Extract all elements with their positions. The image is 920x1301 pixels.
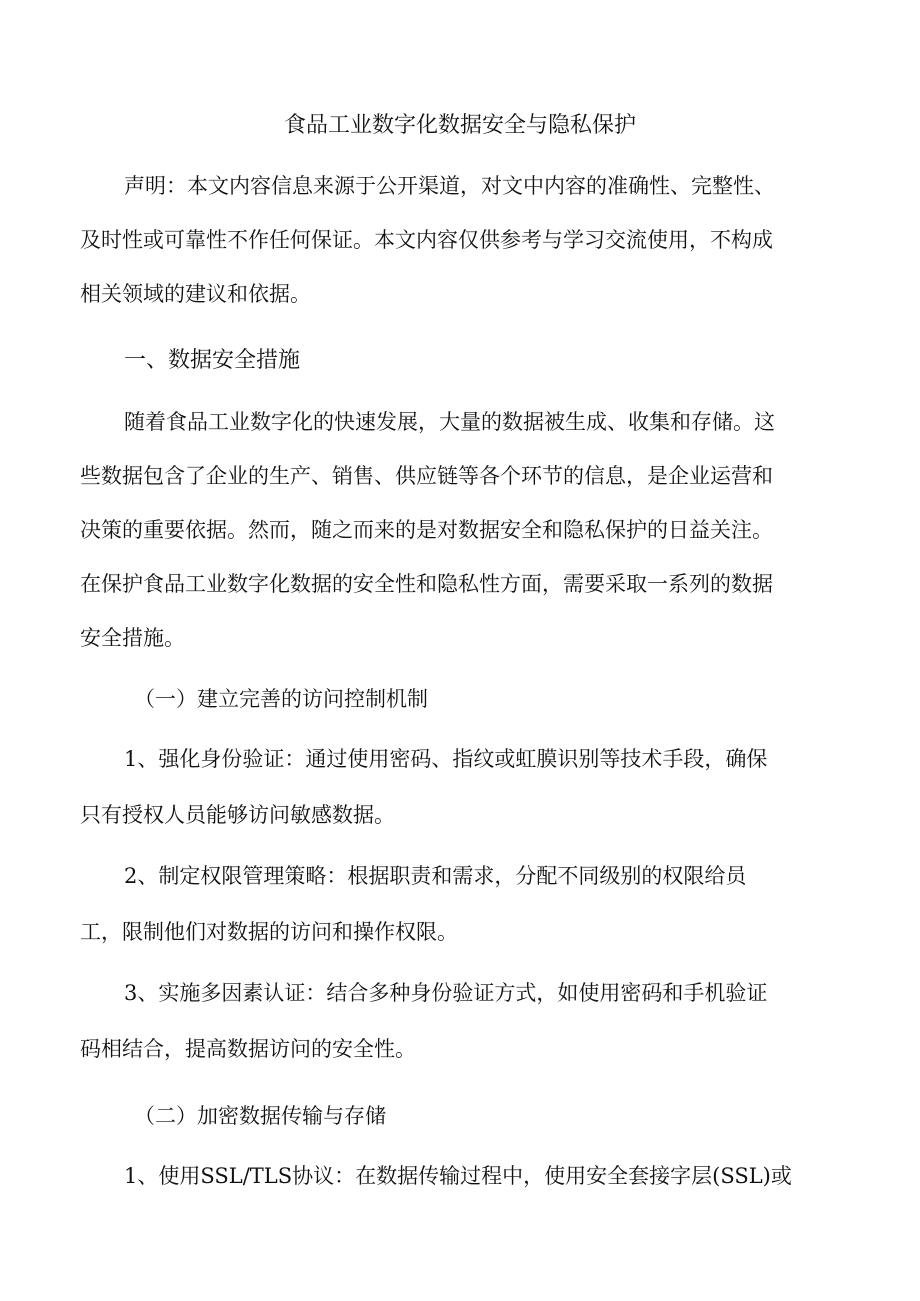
subsection-heading: （二）加密数据传输与存储 (134, 1104, 386, 1128)
list-item-line: 3、实施多因素认证：结合多种身份验证方式，如使用密码和手机验证 (124, 981, 768, 1005)
paragraph-line: 决策的重要依据。然而，随之而来的是对数据安全和隐私保护的日益关注。 (80, 518, 773, 542)
paragraph-line: 安全措施。 (80, 626, 185, 650)
list-item-line: 1、使用SSL/TLS协议：在数据传输过程中，使用安全套接字层(SSL)或 (124, 1164, 792, 1188)
paragraph-line: 随着食品工业数字化的快速发展，大量的数据被生成、收集和存储。这 (124, 410, 775, 434)
list-item-line: 1、强化身份验证：通过使用密码、指纹或虹膜识别等技术手段，确保 (124, 747, 768, 771)
paragraph-line: 在保护食品工业数字化数据的安全性和隐私性方面，需要采取一系列的数据 (80, 572, 773, 596)
paragraph-line: 些数据包含了企业的生产、销售、供应链等各个环节的信息，是企业运营和 (80, 464, 773, 488)
disclaimer-line: 相关领域的建议和依据。 (80, 282, 311, 306)
disclaimer-line: 及时性或可靠性不作任何保证。本文内容仅供参考与学习交流使用，不构成 (80, 228, 773, 252)
disclaimer-line: 声明：本文内容信息来源于公开渠道，对文中内容的准确性、完整性、 (124, 174, 775, 198)
list-item-line: 码相结合，提高数据访问的安全性。 (80, 1037, 416, 1061)
list-item-line: 只有授权人员能够访问敏感数据。 (80, 803, 395, 827)
subsection-heading: （一）建立完善的访问控制机制 (134, 687, 428, 711)
list-item-line: 工，限制他们对数据的访问和操作权限。 (80, 920, 458, 944)
document-title: 食品工业数字化数据安全与隐私保护 (283, 113, 636, 138)
section-heading: 一、数据安全措施 (124, 348, 301, 373)
list-item-line: 2、制定权限管理策略：根据职责和需求，分配不同级别的权限给员 (124, 864, 747, 888)
